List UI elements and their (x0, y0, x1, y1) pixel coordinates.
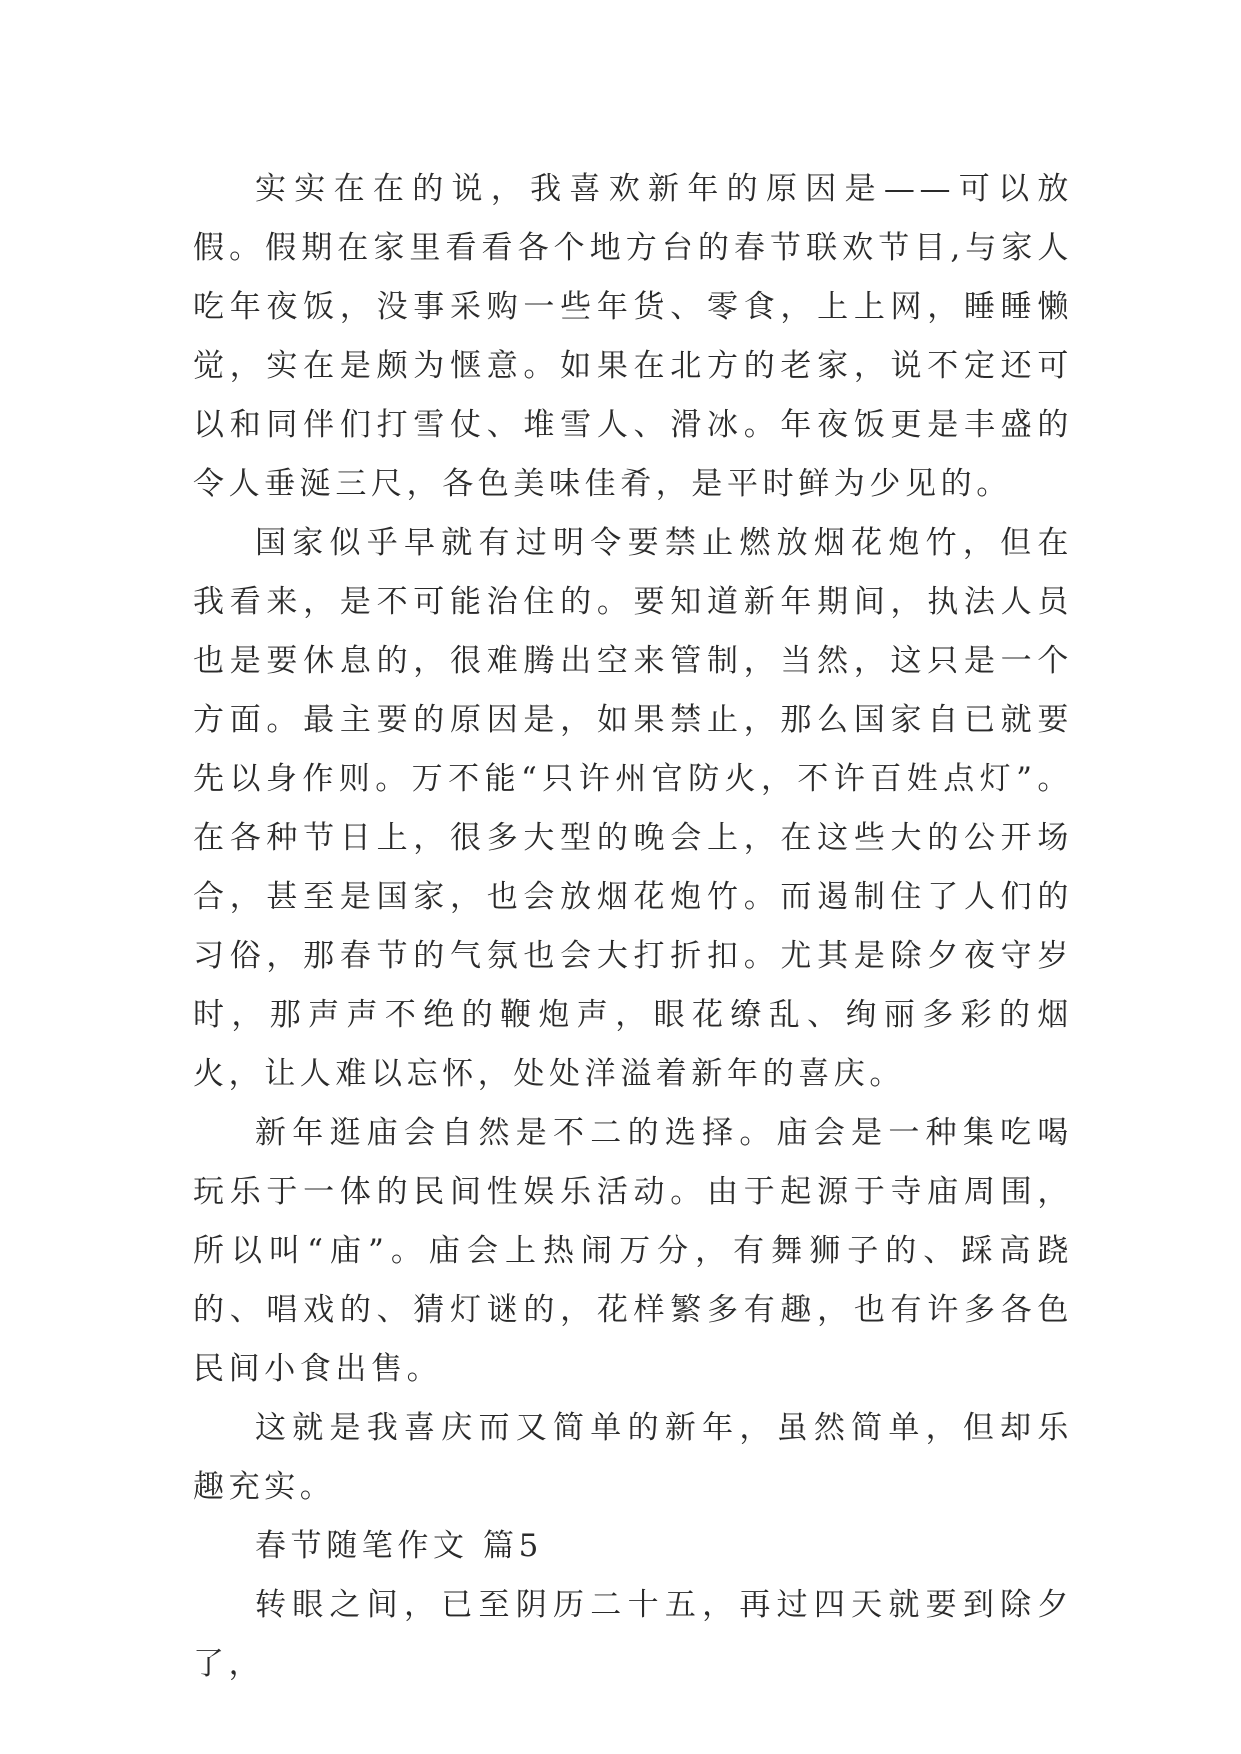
section-heading: 春节随笔作文 篇5 (255, 1528, 543, 1564)
paragraph-vacation: 实实在在的说，我喜欢新年的原因是——可以放假。假期在家里看看各个地方台的春节联欢节目,与家人吃年夜饭，没事采购一些年货、零食，上上网，睡睡懒觉，实在是颇为惬意。如果在北方的老家，说不定还可以和同伴们打雪仗、堆雪人、滑冰。年夜饭更是丰盛的令人垂涎三尺，各色美味佳肴，是平时鲜为少见的。 (193, 171, 1073, 502)
document-body (193, 160, 1073, 1694)
paragraph-temple-fair: 新年逛庙会自然是不二的选择。庙会是一种集吃喝玩乐于一体的民间性娱乐活动。由于起源于寺庙周围，所以叫“庙”。庙会上热闹万分，有舞狮子的、踩高跷的、唱戏的、猜灯谜的，花样繁多有趣，也有许多各色民间小食出售。 (193, 1115, 1073, 1387)
paragraph-fireworks: 国家似乎早就有过明令要禁止燃放烟花炮竹，但在我看来，是不可能治住的。要知道新年期间，执法人员也是要休息的，很难腾出空来管制，当然，这只是一个方面。最主要的原因是，如果禁止，那么国家自已就要先以身作则。万不能“只许州官防火，不许百姓点灯”。在各种节日上，很多大型的晚会上，在这些大的公开场合，甚至是国家，也会放烟花炮竹。而遏制住了人们的习俗，那春节的气氛也会大打折扣。尤其是除夕夜守岁时，那声声不绝的鞭炮声，眼花缭乱、绚丽多彩的烟火，让人难以忘怀，处处洋溢着新年的喜庆。 (193, 525, 1073, 1092)
paragraph-conclusion: 这就是我喜庆而又简单的新年，虽然简单，但却乐趣充实。 (193, 1410, 1073, 1505)
paragraph-next-section: 转眼之间，已至阴历二十五，再过四天就要到除夕了， (193, 1587, 1073, 1682)
